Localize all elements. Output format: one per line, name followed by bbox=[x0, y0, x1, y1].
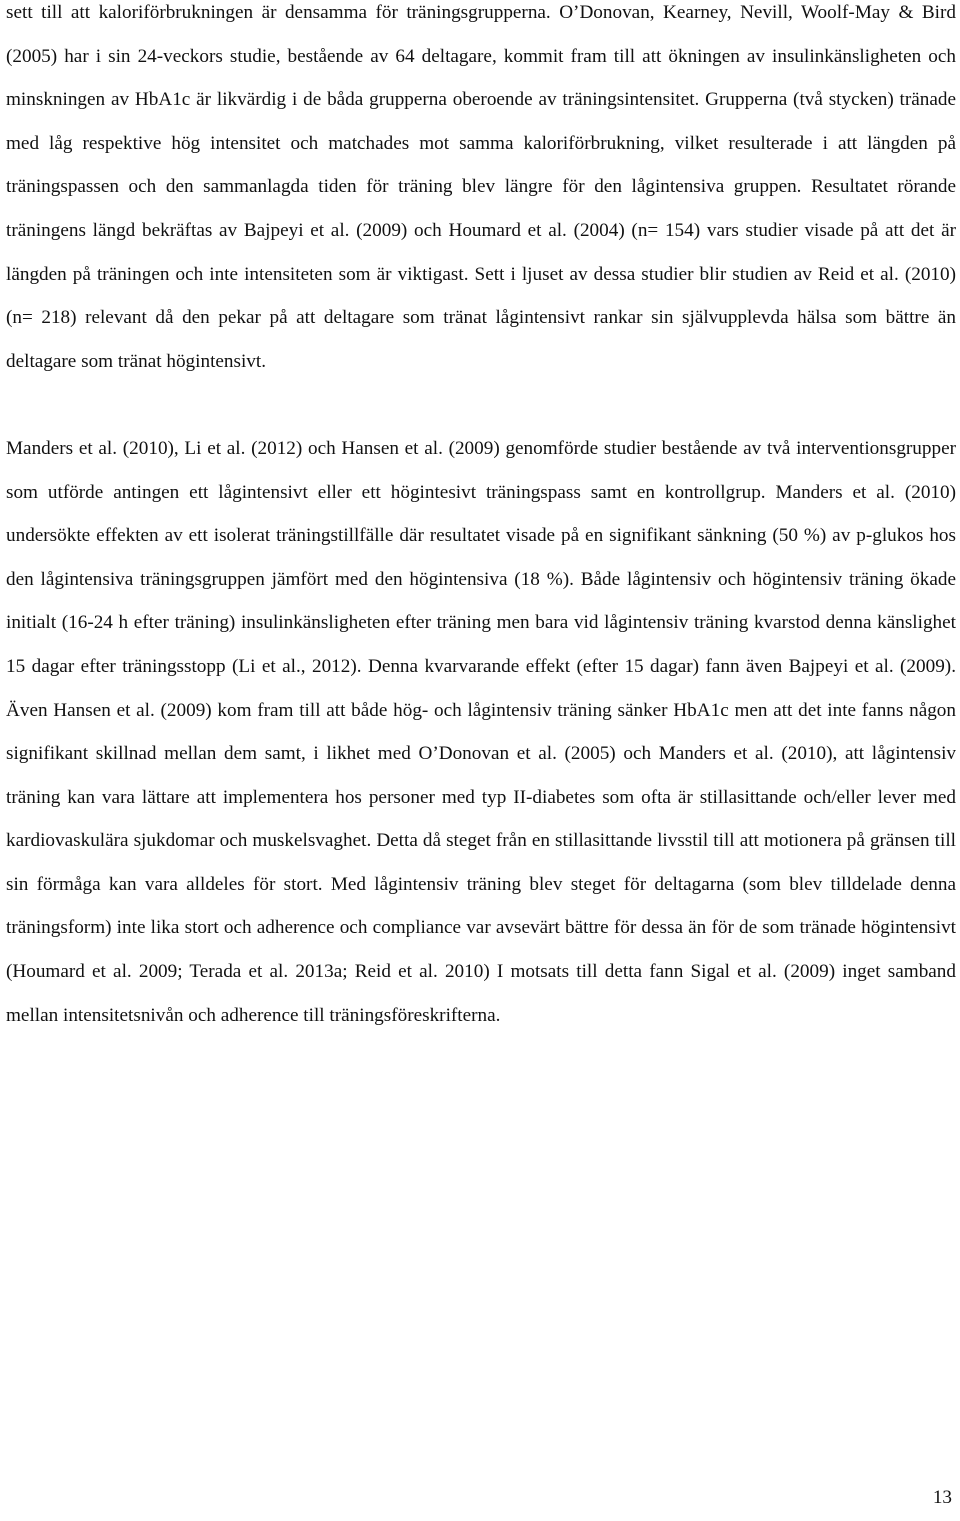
body-paragraph-2: Manders et al. (2010), Li et al. (2012) och Hansen et al. (2009) genomförde studier bestående av två interventionsgrupper som utförde antingen ett lågintensivt eller ett högintesivt träningspass samt en kontrollgrup. Manders et al. (2010) undersökte effekten av ett isolerat träningstillfälle där resultatet visade på en signifikant sänkning (50 %) av p-glukos hos den lågintensiva träningsgruppen jämfört med den högintensiva (18 %). Både lågintensiv och högintensiv träning ökade initialt (16-24 h efter träning) insulinkänsligheten efter träning men bara vid lågintensiv träning kvarstod denna känslighet 15 dagar efter träningsstopp (Li et al., 2012). Denna kvarvarande effekt (efter 15 dagar) fann även Bajpeyi et al. (2009). Även Hansen et al. (2009) kom fram till att både hög- och lågintensiv träning sänker HbA1c men att det inte fanns någon signifikant skillnad mellan dem samt, i likhet med O’Donovan et al. (2005) och Manders et al. (2010), att lågintensiv träning kan vara lättare att implementera hos personer med typ II-diabetes som ofta är stillasittande och/eller lever med kardiovaskulära sjukdomar och muskelsvaghet. Detta då steget från en stillasittande livsstil till att motionera på gränsen till sin förmåga kan vara alldeles för stort. Med lågintensiv träning blev steget för deltagarna (som blev tilldelade denna träningsform) inte lika stort och adherence och compliance var avsevärt bättre för dessa än för de som tränade högintensivt (Houmard et al. 2009; Terada et al. 2013a; Reid et al. 2010) I motsats till detta fann Sigal et al. (2009) inget samband mellan intensitetsnivån och adherence till träningsföreskrifterna. bbox=[6, 437, 956, 1026]
page-number: 13 bbox=[932, 1487, 952, 1508]
body-paragraph-1: sett till att kaloriförbrukningen är densamma för träningsgrupperna. O’Donovan, Kearney, Nevill, Woolf-May & Bird (2005) har i sin 24-veckors studie, bestående av 64 deltagare, kommit fram till att ökningen av insulinkänsligheten och minskningen av HbA1c är likvärdig i de båda grupperna oberoende av träningsintensitet. Grupperna (två stycken) tränade med låg respektive hög intensitet och matchades mot samma kaloriförbrukning, vilket resulterade i att längden på träningspassen och den sammanlagda tiden för träning blev längre för den lågintensiva gruppen. Resultatet rörande träningens längd bekräftas av Bajpeyi et al. (2009) och Houmard et al. (2004) (n= 154) vars studier visade på att det är längden på träningen och inte intensiteten som är viktigast. Sett i ljuset av dessa studier blir studien av Reid et al. (2010) (n= 218) relevant då den pekar på att deltagare som tränat lågintensivt rankar sin självupplevda hälsa som bättre än deltagare som tränat högintensivt. bbox=[6, 2, 956, 372]
document-page bbox=[6, 0, 956, 1037]
